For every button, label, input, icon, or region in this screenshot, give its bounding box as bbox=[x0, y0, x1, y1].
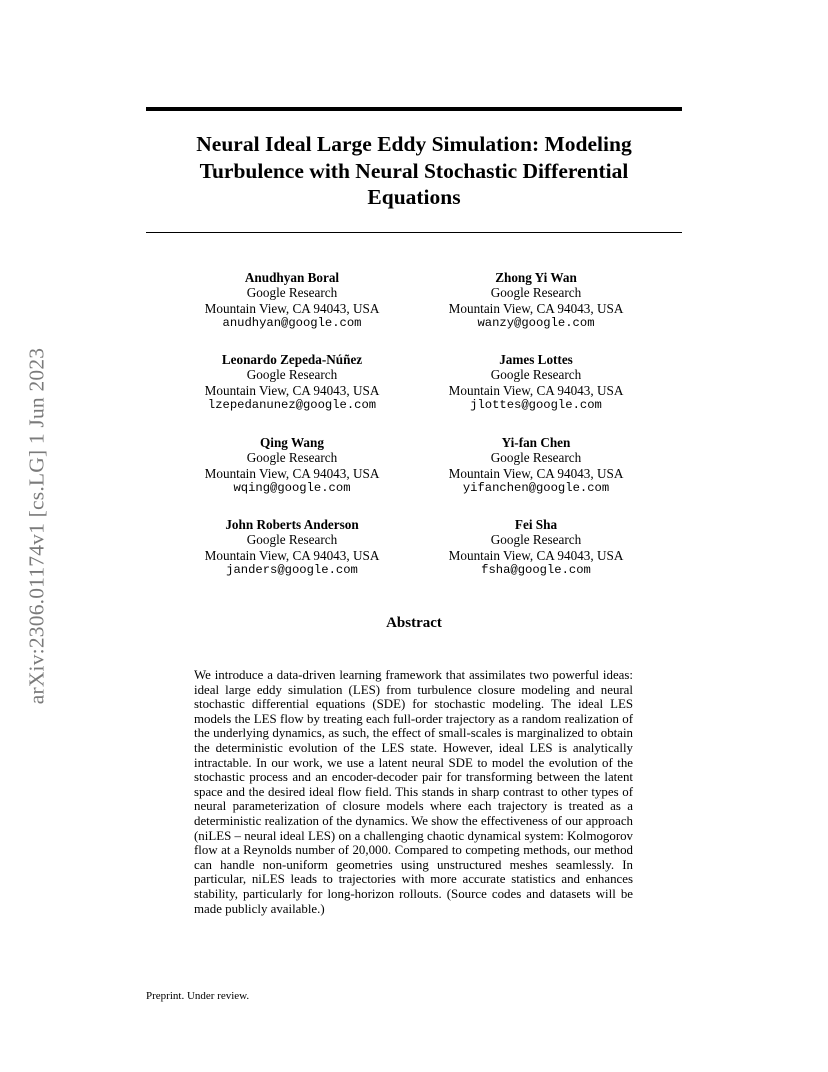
author-affiliation: Google Research bbox=[246, 450, 338, 466]
author-name: Leonardo Zepeda-Núñez bbox=[221, 352, 363, 367]
abstract-body: We introduce a data-driven learning framework that assimilates two powerful ideas: ideal large eddy simulation (LES) from turbulence closure modeling and neural stochastic differential equations (SDE) for stochastic modeling. The ideal LES models the LES flow by treating each full-order trajectory as a random realization of the underlying dynamics, as such, the effect of small-scales is marginalized to obtain the deterministic evolution of the LES state. However, ideal LES is analytically intractable. In our work, we use a latent neural SDE to model the evolution of the stochastic process and an encoder-decoder pair for transforming between the latent space and the desired ideal flow field. This stands in sharp contrast to other types of neural parameterization of closure models where each trajectory is treated as a deterministic realization of the dynamics. We show the effectiveness of our approach (niLES – neural ideal LES) on a challenging chaotic dynamical system: Kolmogorov flow at a Reynolds number of 20,000. Compared to competing methods, our method can handle non-uniform geometries using unstructured meshes seamlessly. In particular, niLES leads to trajectories with more accurate statistics and enhances stability, particularly for long-horizon rollouts. (Source codes and datasets will be made publicly available.) bbox=[194, 668, 633, 916]
title-bottom-rule bbox=[146, 232, 682, 233]
author-block bbox=[162, 517, 422, 578]
author-email: yifanchen@google.com bbox=[462, 480, 610, 495]
author-block bbox=[162, 270, 422, 331]
author-name: Zhong Yi Wan bbox=[495, 270, 577, 285]
title-line: Neural Ideal Large Eddy Simulation: Modeling bbox=[196, 132, 632, 156]
author-email: fsha@google.com bbox=[481, 562, 591, 577]
author-name: Qing Wang bbox=[260, 435, 324, 450]
author-name: Yi-fan Chen bbox=[501, 435, 571, 450]
author-affiliation: Google Research bbox=[246, 367, 338, 383]
author-email: janders@google.com bbox=[226, 562, 358, 577]
author-affiliation: Google Research bbox=[490, 532, 582, 548]
title-top-rule bbox=[146, 107, 682, 111]
author-address: Mountain View, CA 94043, USA bbox=[204, 547, 380, 563]
author-email: jlottes@google.com bbox=[470, 397, 602, 412]
author-affiliation: Google Research bbox=[490, 450, 582, 466]
author-address: Mountain View, CA 94043, USA bbox=[204, 300, 380, 316]
author-address: Mountain View, CA 94043, USA bbox=[448, 300, 624, 316]
author-email: lzepedanunez@google.com bbox=[207, 397, 377, 412]
author-address: Mountain View, CA 94043, USA bbox=[204, 382, 380, 398]
author-affiliation: Google Research bbox=[490, 367, 582, 383]
author-block bbox=[406, 270, 666, 331]
author-affiliation: Google Research bbox=[490, 285, 582, 301]
title-line: Equations bbox=[367, 185, 461, 209]
author-block bbox=[406, 517, 666, 578]
author-block bbox=[162, 352, 422, 413]
author-block bbox=[162, 435, 422, 496]
author-address: Mountain View, CA 94043, USA bbox=[448, 547, 624, 563]
author-name: Fei Sha bbox=[514, 517, 558, 532]
author-name: John Roberts Anderson bbox=[225, 517, 359, 532]
author-block bbox=[406, 352, 666, 413]
abstract-heading: Abstract bbox=[386, 615, 442, 631]
author-block bbox=[406, 435, 666, 496]
footer-note: Preprint. Under review. bbox=[146, 990, 250, 1002]
author-email: anudhyan@google.com bbox=[222, 315, 362, 330]
arxiv-identifier: arXiv:2306.01174v1 [cs.LG] 1 Jun 2023 bbox=[24, 347, 49, 705]
paper-title bbox=[146, 131, 682, 211]
title-line: Turbulence with Neural Stochastic Differential bbox=[199, 158, 629, 183]
author-address: Mountain View, CA 94043, USA bbox=[204, 465, 380, 481]
author-email: wanzy@google.com bbox=[477, 315, 595, 330]
author-address: Mountain View, CA 94043, USA bbox=[448, 382, 624, 398]
author-email: wqing@google.com bbox=[233, 480, 351, 495]
author-name: James Lottes bbox=[499, 352, 573, 367]
author-name: Anudhyan Boral bbox=[244, 270, 340, 285]
author-address: Mountain View, CA 94043, USA bbox=[448, 465, 624, 481]
author-affiliation: Google Research bbox=[246, 285, 338, 301]
author-affiliation: Google Research bbox=[246, 532, 338, 548]
